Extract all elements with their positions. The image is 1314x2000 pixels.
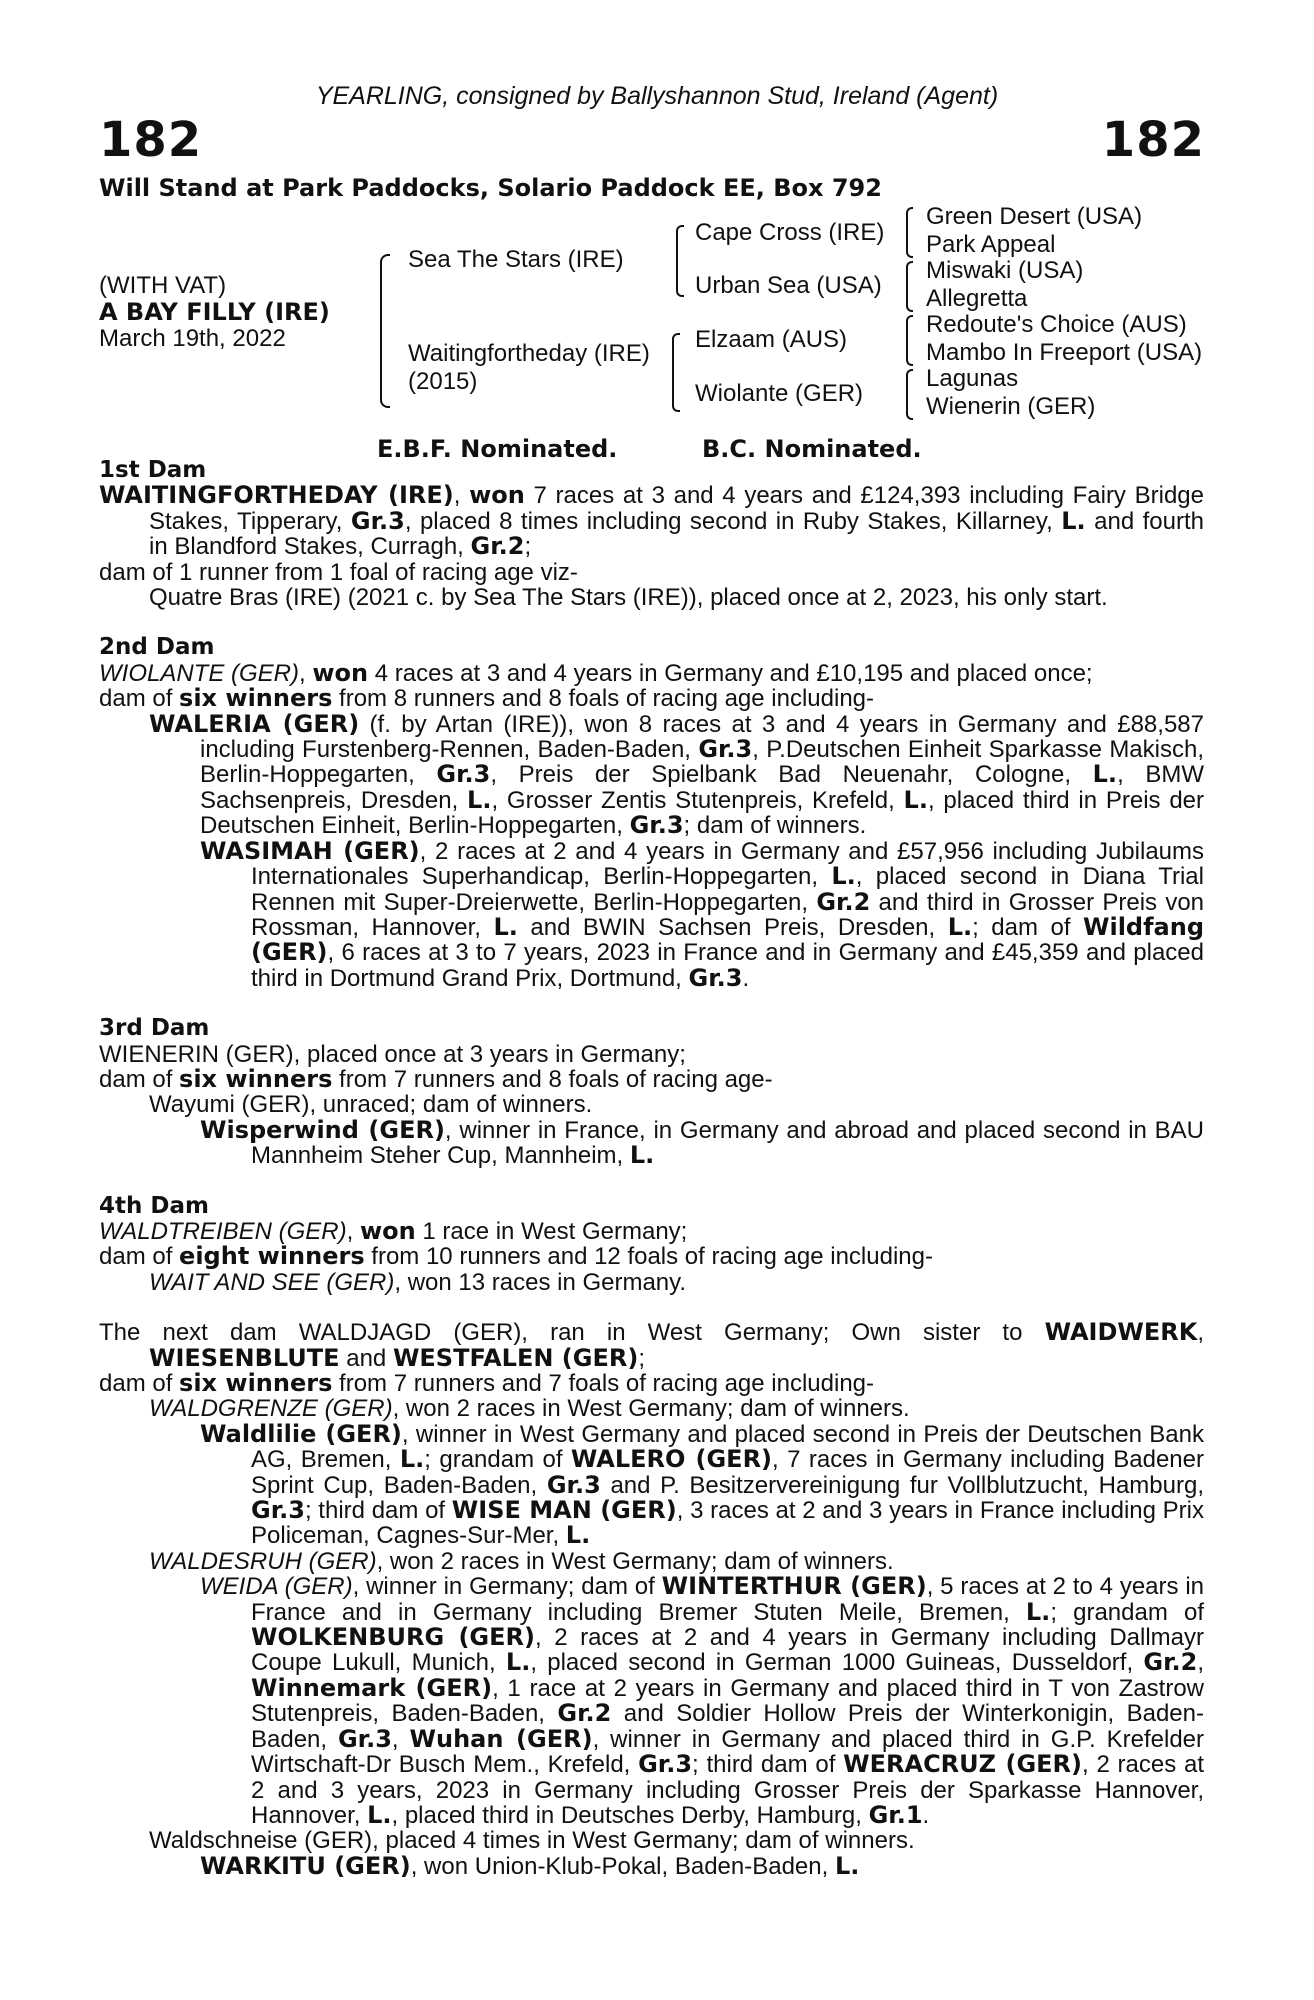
dam-sire: Elzaam (AUS) xyxy=(695,326,848,353)
first-dam-produce: dam of 1 runner from 1 foal of racing age viz- xyxy=(99,558,578,586)
second-dam-foal-waleria: WALERIA (GER) (f. by Artan (IRE)), won 8 races at 3 and 4 years in Germany and £88,587 including Furstenberg-Rennen, Baden-Baden, Gr.3, P.Deutschen Einheit Sparkasse Makisch, Berlin-Hoppegarten, Gr.3, Preis der Spielbank Bad Neuenahr, Cologne, L., BMW Sachsenpreis, Dresden, L., Grosser Zentis Stutenpreis, Krefeld, L., placed third in Preis der Deutschen Einheit, Berlin-Hoppegarten, Gr.3; dam of winners. xyxy=(149,709,1205,840)
second-dam-heading: 2nd Dam xyxy=(99,634,215,661)
granddam-line-4: Allegretta xyxy=(926,285,1028,312)
sire-dam: Urban Sea (USA) xyxy=(695,272,882,299)
third-dam-foal-wayumi: Wayumi (GER), unraced; dam of winners. xyxy=(149,1091,593,1119)
second-dam-produce: dam of six winners from 8 runners and 8 foals of racing age including- xyxy=(99,684,875,713)
granddam-line-8: Wienerin (GER) xyxy=(926,393,1096,420)
lot-number-left: 182 xyxy=(99,112,203,168)
dam-dam: Wiolante (GER) xyxy=(695,380,864,407)
granddam-line-2: Park Appeal xyxy=(926,231,1056,258)
stand-location: Will Stand at Park Paddocks, Solario Paddock EE, Box 792 xyxy=(99,174,882,202)
next-dam-foal-weida: WEIDA (GER), winner in Germany; dam of WINTERTHUR (GER), 5 races at 2 to 4 years in France and in Germany including Bremer Stuten Meile, Bremen, L.; grandam of WOLKENBURG (GER), 2 races at 2 and 4 years in Germany including Dallmayr Coupe Lukull, Munich, L., placed second in German 1000 Guineas, Dusseldorf, Gr.2, Winnemark (GER), 1 race at 2 years in Germany and placed third in T von Zastrow Stutenpreis, Baden-Baden, Gr.2 and Soldier Hollow Preis der Winterkonigin, Baden-Baden, Gr.3, Wuhan (GER), winner in Germany and placed third in G.P. Krefelder Wirtschaft-Dr Busch Mem., Krefeld, Gr.3; third dam of WERACRUZ (GER), 2 races at 2 and 3 years, 2023 in Germany including Grosser Preis der Sparkasse Hannover, Hannover, L., placed third in Deutsches Derby, Hamburg, Gr.1. xyxy=(200,1572,1205,1829)
next-dam-foal-waldlilie: Waldlilie (GER), winner in West Germany and placed second in Preis der Deutschen Bank AG, Bremen, L.; grandam of WALERO (GER), 7 races in Germany including Badener Sprint Cup, Baden-Baden, Gr.3 and P. Besitzervereinigung fur Vollblutzucht, Hamburg, Gr.3; third dam of WISE MAN (GER), 3 races at 2 and 3 years in France including Prix Policeman, Cagnes-Sur-Mer, L. xyxy=(200,1419,1204,1550)
next-dam-foal-waldesruh: WALDESRUH (GER), won 2 races in West Germany; dam of winners. xyxy=(149,1547,894,1575)
granddam-line-5: Redoute's Choice (AUS) xyxy=(926,311,1187,338)
sire: Sea The Stars (IRE) xyxy=(408,246,624,273)
g-brace-1 xyxy=(906,207,913,258)
third-dam-foal-wisperwind: Wisperwind (GER), winner in France, in Germany and abroad and placed second in BAU Mannheim Steher Cup, Mannheim, L. xyxy=(200,1115,1204,1170)
horse-name: A BAY FILLY (IRE) xyxy=(99,298,330,326)
sire-sire: Cape Cross (IRE) xyxy=(695,219,885,246)
third-dam-heading: 3rd Dam xyxy=(99,1015,210,1042)
vat-note: (WITH VAT) xyxy=(99,272,227,299)
fourth-dam-heading: 4th Dam xyxy=(99,1192,209,1219)
g-brace-4 xyxy=(906,369,913,420)
dam-year: (2015) xyxy=(408,368,478,395)
fourth-dam-record: WALDTREIBEN (GER), won 1 race in West Germany; xyxy=(99,1216,688,1245)
third-dam-produce: dam of six winners from 7 runners and 8 foals of racing age- xyxy=(99,1064,773,1093)
lot-number-right: 182 xyxy=(1101,112,1205,168)
next-dam-foal-waldschneise: Waldschneise (GER), placed 4 times in West Germany; dam of winners. xyxy=(149,1827,915,1855)
pedigree-brace xyxy=(380,254,390,408)
g-brace-2 xyxy=(906,261,913,312)
granddam-line-1: Green Desert (USA) xyxy=(926,203,1143,230)
first-dam-record: WAITINGFORTHEDAY (IRE), won 7 races at 3 and 4 years and £124,393 including Fairy Bridge Stakes, Tipperary, Gr.3, placed 8 times including second in Ruby Stakes, Killarney, L. and fourth in Blandford Stakes, Curragh, Gr.2; xyxy=(99,481,1205,561)
second-dam-record: WIOLANTE (GER), won 4 races at 3 and 4 years in Germany and £10,195 and placed once; xyxy=(99,658,1093,687)
next-dam-foal-warkitu: WARKITU (GER), won Union-Klub-Pokal, Baden-Baden, L. xyxy=(200,1851,860,1880)
sire-brace xyxy=(676,225,684,297)
next-dam-produce: dam of six winners from 7 runners and 7 foals of racing age including- xyxy=(99,1369,875,1397)
dam: Waitingfortheday (IRE) xyxy=(408,340,650,367)
produce-record xyxy=(99,458,1204,1879)
first-dam-foal: Quatre Bras (IRE) (2021 c. by Sea The Stars (IRE)), placed once at 2, 2023, his only start. xyxy=(149,584,1108,612)
first-dam-heading: 1st Dam xyxy=(99,457,207,483)
ebf-nomination: E.B.F. Nominated. xyxy=(377,435,618,463)
third-dam-record: WIENERIN (GER), placed once at 3 years in Germany; xyxy=(99,1040,686,1068)
dam-brace xyxy=(672,333,680,412)
granddam-line-7: Lagunas xyxy=(926,365,1019,392)
granddam-line-3: Miswaki (USA) xyxy=(926,257,1084,284)
second-dam-foal-wasimah: WASIMAH (GER), 2 races at 2 and 4 years in Germany and £57,956 including Jubilaums Internationales Superhandicap, Berlin-Hoppegarten, L., placed second in Diana Trial Rennen mit Super-Dreierwette, Berlin-Hoppegarten, Gr.2 and third in Grosser Preis von Rossman, Hannover, L. and BWIN Sachsen Preis, Dresden, L.; dam of Wildfang (GER), 6 races at 3 to 7 years, 2023 in France and in Germany and £45,359 and placed third in Dortmund Grand Prix, Dortmund, Gr.3. xyxy=(200,836,1205,992)
next-dam-foal-waldgrenze: WALDGRENZE (GER), won 2 races in West Germany; dam of winners. xyxy=(149,1395,910,1423)
fourth-dam-foal: WAIT AND SEE (GER), won 13 races in Germany. xyxy=(149,1268,687,1296)
consignment-line: YEARLING, consigned by Ballyshannon Stud, Ireland (Agent) xyxy=(315,82,999,110)
bc-nomination: B.C. Nominated. xyxy=(702,435,922,463)
fourth-dam-produce: dam of eight winners from 10 runners and 12 foals of racing age including- xyxy=(99,1242,933,1271)
next-dam-record: The next dam WALDJAGD (GER), ran in West Germany; Own sister to WAIDWERK, WIESENBLUTE and WESTFALEN (GER); xyxy=(99,1318,1204,1372)
foaled-date: March 19th, 2022 xyxy=(99,325,286,352)
g-brace-3 xyxy=(906,315,913,366)
granddam-line-6: Mambo In Freeport (USA) xyxy=(926,339,1203,366)
